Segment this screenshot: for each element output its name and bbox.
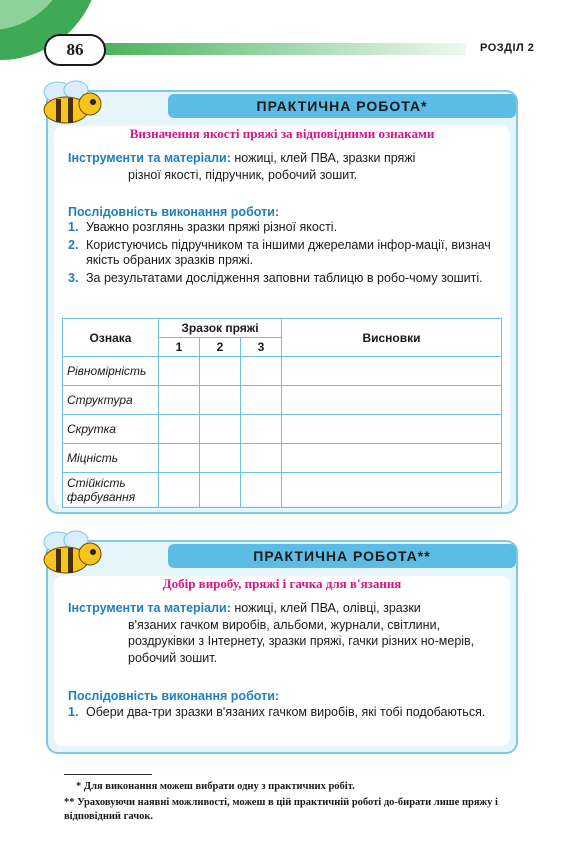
page-number: 86 [44, 34, 106, 66]
work-subtitle: Визначення якості пряжі за відповідними ознаками [129, 126, 435, 141]
step-item [68, 271, 502, 286]
step-number: 1. [68, 705, 79, 719]
step-number: 2. [68, 238, 79, 252]
row-label: Скрутка [63, 415, 159, 444]
tools-text: ножиці, клей ПВА, зразки пряжі [234, 151, 416, 165]
table-cell [241, 357, 282, 386]
table-cell [241, 386, 282, 415]
step-item [68, 705, 502, 720]
steps-label: Послідовність виконання роботи: [68, 689, 280, 703]
table-cell [200, 473, 241, 508]
row-label: Стійкість фарбування [63, 473, 159, 508]
table-cell [159, 473, 200, 508]
header-conclusions: Висновки [282, 319, 502, 357]
row-label: Структура [63, 386, 159, 415]
steps-list [68, 705, 502, 723]
tools-paragraph [68, 600, 502, 666]
footnote-1: * Для виконання можеш вибрати одну з практичних робіт. [76, 781, 355, 792]
practical-work-2 [46, 540, 518, 754]
header-feature: Ознака [63, 319, 159, 357]
table-cell [159, 357, 200, 386]
yarn-quality-table [62, 318, 502, 508]
table-cell [241, 415, 282, 444]
bee-icon [36, 528, 106, 580]
section-label: РОЗДІЛ 2 [480, 42, 535, 54]
table-cell [200, 357, 241, 386]
table-row [63, 473, 502, 508]
step-text: Уважно розглянь зразки пряжі різної якості. [86, 220, 338, 234]
work-title: ПРАКТИЧНА РОБОТА* [168, 94, 516, 118]
table-cell [200, 444, 241, 473]
footnote-2: ** Ураховуючи наявні можливості, можеш в цій практичній роботі до-бирати лише пряжу і відповідний гачок. [64, 797, 498, 822]
bee-icon [36, 78, 106, 130]
tools-paragraph [68, 150, 502, 183]
header-sample-3: 3 [241, 338, 282, 357]
row-label: Рівномірність [63, 357, 159, 386]
work-subtitle: Добір виробу, пряжі і гачка для в'язання [162, 576, 402, 591]
step-number: 1. [68, 220, 79, 234]
tools-text-cont: різної якості, підручник, робочий зошит. [128, 167, 358, 182]
table-cell [241, 473, 282, 508]
tools-text-cont: в'язаних гачком виробів, альбоми, журнали, світлини, роздруківки з Інтернету, зразки пряжі, гачки різних но-мерів, робочий зошит. [128, 617, 475, 665]
steps-label: Послідовність виконання роботи: [68, 205, 280, 219]
table-row [63, 386, 502, 415]
tools-text: ножиці, клей ПВА, олівці, зразки [234, 601, 421, 615]
step-number: 3. [68, 271, 79, 285]
step-item [68, 238, 502, 268]
step-item [68, 220, 502, 235]
header-sample-1: 1 [159, 338, 200, 357]
table-cell [241, 444, 282, 473]
table-cell [282, 415, 502, 444]
header-bar [96, 43, 466, 55]
table-cell [282, 444, 502, 473]
step-text: Обери два-три зразки в'язаних гачком виробів, які тобі подобаються. [86, 705, 486, 719]
header-sample-2: 2 [200, 338, 241, 357]
table-cell [159, 415, 200, 444]
row-label: Міцність [63, 444, 159, 473]
header-sample: Зразок пряжі [159, 319, 282, 338]
footnote-divider [64, 774, 152, 775]
table-cell [159, 386, 200, 415]
table-cell [282, 473, 502, 508]
table-cell [200, 386, 241, 415]
tools-label: Інструменти та матеріали: [68, 601, 231, 615]
practical-work-1 [46, 90, 518, 514]
table-row [63, 444, 502, 473]
steps-list [68, 220, 502, 289]
step-text: Користуючись підручником та іншими джерелами інфор-мації, визнач якість обраних зразків пряжі. [86, 238, 491, 267]
table-cell [282, 386, 502, 415]
work-title: ПРАКТИЧНА РОБОТА** [168, 544, 516, 568]
tools-label: Інструменти та матеріали: [68, 151, 231, 165]
step-text: За результатами дослідження заповни таблицю в робо-чому зошиті. [86, 271, 483, 285]
table-cell [159, 444, 200, 473]
table-row [63, 415, 502, 444]
table-row [63, 357, 502, 386]
table-cell [200, 415, 241, 444]
table-cell [282, 357, 502, 386]
